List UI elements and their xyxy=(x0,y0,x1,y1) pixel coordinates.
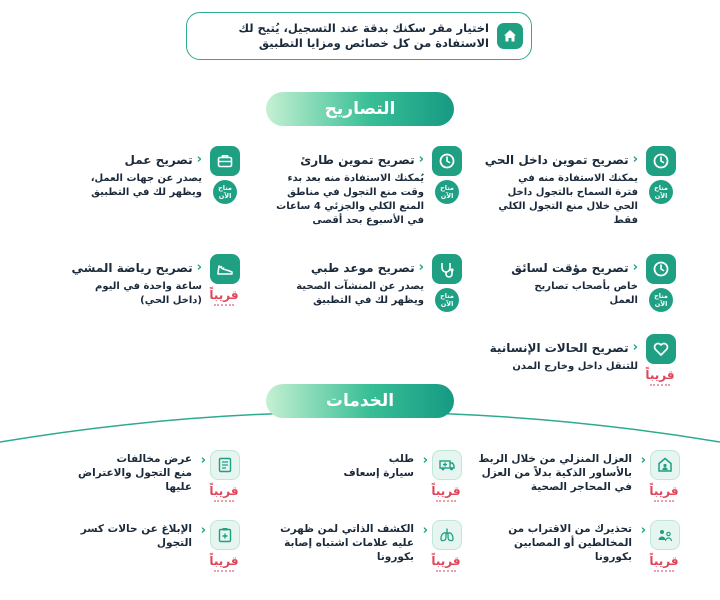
coming-soon-badge: قريباً xyxy=(206,288,242,308)
lungs-icon xyxy=(432,520,462,550)
available-now-badge: متاح الآن xyxy=(649,288,673,312)
available-now-badge: متاح الآن xyxy=(649,180,673,204)
running-shoe-icon xyxy=(210,254,240,284)
clock-icon xyxy=(646,146,676,176)
permit-title: تصريح عمل xyxy=(124,152,193,167)
permit-card-temporary-driver[interactable] xyxy=(470,254,676,326)
coming-soon-badge: قريباً xyxy=(428,554,464,574)
permit-title: تصريح موعد طبي xyxy=(310,260,415,275)
service-text: الكشف الذاتي لمن ظهرت عليه علامات اشتباه إصابة بكورونا xyxy=(280,523,414,563)
permit-card-walking[interactable] xyxy=(56,254,240,326)
permit-title: تصريح الحالات الإنسانية xyxy=(489,340,629,355)
service-ambulance[interactable] xyxy=(300,450,462,514)
permit-desc: يُمكنك الاستفادة منه بعد بدء وقت منع التجول في مناطق المنع الكلي والجزئي 4 ساعات في الأسبوع بحد أقصى xyxy=(276,173,424,226)
permit-card-medical-appointment[interactable] xyxy=(240,254,462,326)
permit-desc: يصدر عن المنشآت الصحية ويظهر لك في التطبيق xyxy=(296,281,424,306)
service-report-curfew-break[interactable] xyxy=(64,520,240,592)
coming-soon-badge: قريباً xyxy=(206,554,242,574)
permit-card-humanitarian[interactable] xyxy=(440,334,676,398)
location-info-banner xyxy=(186,12,532,60)
chevron-icon: ‹ xyxy=(632,152,638,167)
chevron-icon: ‹ xyxy=(418,152,424,167)
permit-desc: خاص بأصحاب تصاريح العمل xyxy=(534,281,638,306)
permit-title: تصريح تموين داخل الحي xyxy=(484,152,629,167)
service-contact-warning[interactable] xyxy=(470,520,680,592)
permit-card-supply-neighborhood[interactable] xyxy=(470,146,676,246)
banner-text: اختيار مقر سكنك بدقة عند التسجيل، يُتيح لك الاستفادة من كل خصائص ومزايا التطبيق xyxy=(238,21,489,50)
coming-soon-badge: قريباً xyxy=(428,484,464,504)
service-curfew-violations[interactable] xyxy=(64,450,240,514)
service-text: طلب سيارة إسعاف xyxy=(343,453,414,479)
service-text: العزل المنزلي من خلال الربط بالأساور الذكية بدلاً من العزل في المحاجر الصحية xyxy=(478,453,632,493)
service-text: الإبلاغ عن حالات كسر التجول xyxy=(80,523,192,549)
chevron-icon: ‹ xyxy=(196,152,202,167)
coming-soon-badge: قريباً xyxy=(206,484,242,504)
chevron-icon: ‹ xyxy=(632,260,638,275)
permit-title: تصريح رياضة المشي xyxy=(71,260,193,275)
document-list-icon xyxy=(210,450,240,480)
permit-title: تصريح مؤقت لسائق xyxy=(511,260,629,275)
chevron-icon: ‹ xyxy=(422,453,428,468)
chevron-icon: ‹ xyxy=(200,453,206,468)
heart-icon xyxy=(646,334,676,364)
chevron-icon: ‹ xyxy=(640,523,646,538)
permit-desc: يصدر عن جهات العمل، ويظهر لك في التطبيق xyxy=(90,173,202,198)
home-quarantine-icon xyxy=(650,450,680,480)
chevron-icon: ‹ xyxy=(632,340,638,355)
service-text: عرض مخالفات منع التجول والاعتراض عليها xyxy=(77,453,192,493)
permit-card-work[interactable] xyxy=(56,146,240,246)
permit-card-emergency-supply[interactable] xyxy=(240,146,462,246)
coming-soon-badge: قريباً xyxy=(646,554,682,574)
available-now-badge: متاح الآن xyxy=(435,180,459,204)
service-self-check[interactable] xyxy=(250,520,462,592)
permit-title: تصريح تموين طارئ xyxy=(300,152,415,167)
permit-desc: ساعة واحدة في اليوم (داخل الحي) xyxy=(95,281,202,306)
clock-icon xyxy=(646,254,676,284)
permits-section-title: التصاريح xyxy=(266,92,454,126)
home-icon xyxy=(497,23,523,49)
coming-soon-badge: قريباً xyxy=(646,484,682,504)
briefcase-icon xyxy=(210,146,240,176)
people-alert-icon xyxy=(650,520,680,550)
stethoscope-icon xyxy=(432,254,462,284)
services-section-title: الخدمات xyxy=(266,384,454,418)
report-violation-icon xyxy=(210,520,240,550)
chevron-icon: ‹ xyxy=(200,523,206,538)
chevron-icon: ‹ xyxy=(418,260,424,275)
ambulance-icon xyxy=(432,450,462,480)
permit-desc: يمكنك الاستفادة منه في فترة السماح بالتجول داخل الحي خلال منع التجول الكلي فقط xyxy=(498,173,638,226)
service-text: تحذيرك من الاقتراب من المخالطين أو المصابين بكورونا xyxy=(508,523,632,563)
service-home-quarantine[interactable] xyxy=(470,450,680,514)
coming-soon-badge: قريباً xyxy=(642,368,678,388)
available-now-badge: متاح الآن xyxy=(213,180,237,204)
chevron-icon: ‹ xyxy=(196,260,202,275)
permit-desc: للتنقل داخل وخارج المدن xyxy=(512,361,638,372)
available-now-badge: متاح الآن xyxy=(435,288,459,312)
chevron-icon: ‹ xyxy=(640,453,646,468)
chevron-icon: ‹ xyxy=(422,523,428,538)
clock-icon xyxy=(432,146,462,176)
